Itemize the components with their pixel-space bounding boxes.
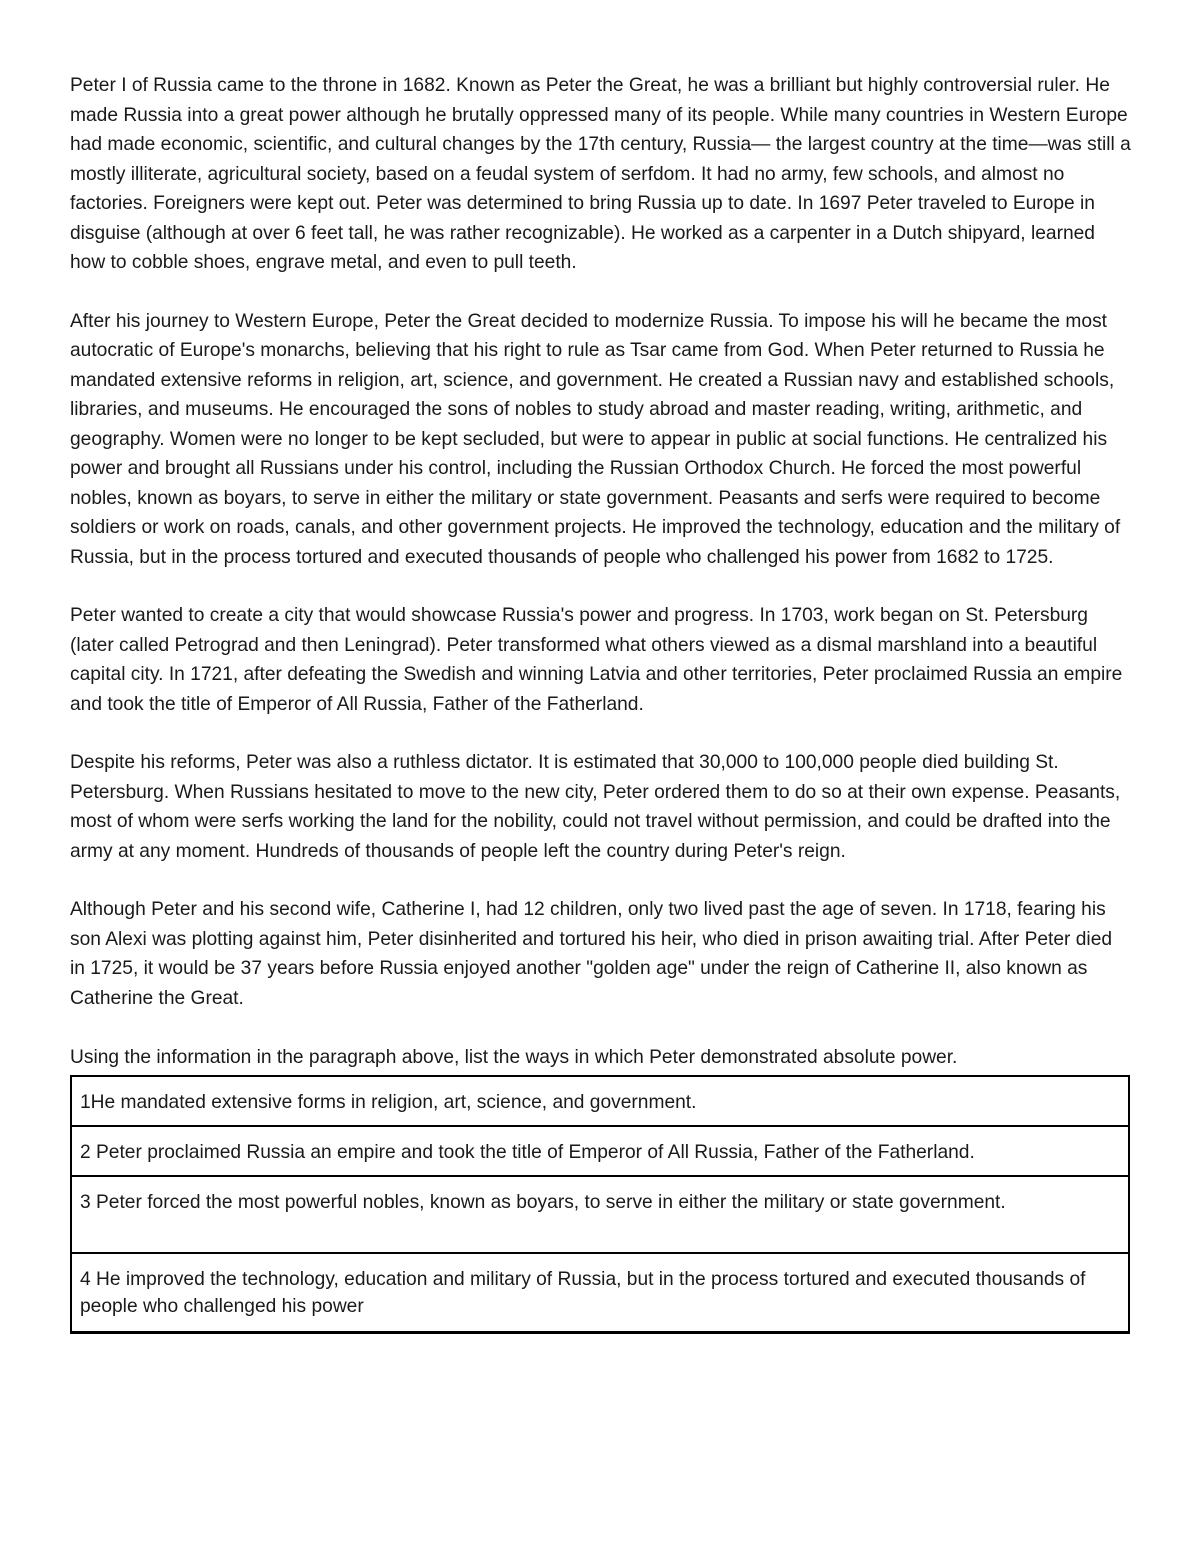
paragraph-reforms: After his journey to Western Europe, Peter the Great decided to modernize Russia. To impose his will he became the most autocratic of Europe's monarchs, believing that his right to rule as Tsar came from God. When Peter returned to Russia he mandated extensive reforms in religion, art, science, and government. He created a Russian navy and established schools, libraries, and museums. He encouraged the sons of nobles to study abroad and master reading, writing, arithmetic, and geography. Women were no longer to be kept secluded, but were to appear in public at social functions. He centralized his power and brought all Russians under his control, including the Russian Orthodox Church. He forced the most powerful nobles, known as boyars, to serve in either the military or state government. Peasants and serfs were required to become soldiers or work on roads, canals, and other government projects. He improved the technology, education and the military of Russia, but in the process tortured and executed thousands of people who challenged his power from 1682 to 1725. <box>70 310 1121 568</box>
paragraph-dictator: Despite his reforms, Peter was also a ruthless dictator. It is estimated that 30,000 to 100,000 people died building St. Petersburg. When Russians hesitated to move to the new city, Peter ordered them to do so at their own expense. Peasants, most of whom were serfs working the land for the nobility, could not travel without permission, and could be drafted into the army at any moment. Hundreds of thousands of people left the country during Peter's reign. <box>70 752 1121 862</box>
paragraph-intro: Peter I of Russia came to the throne in 1682. Known as Peter the Great, he was a brilliant but highly controversial ruler. He made Russia into a great power although he brutally oppressed many of its people. While many countries in Western Europe had made economic, scientific, and cultural changes by the 17th century, Russia— the largest country at the time—was still a mostly illiterate, agricultural society, based on a feudal system of serfdom. It had no army, few schools, and almost no factories. Foreigners were kept out. Peter was determined to bring Russia up to date. In 1697 Peter traveled to Europe in disguise (although at over 6 feet tall, he was rather recognizable). He worked as a carpenter in a Dutch shipyard, learned how to cobble shoes, engrave metal, and even to pull teeth. <box>70 75 1131 273</box>
question-prompt: Using the information in the paragraph above, list the ways in which Peter demonstrated absolute power. <box>70 1047 958 1068</box>
paragraph-st-petersburg: Peter wanted to create a city that would showcase Russia's power and progress. In 1703, work began on St. Petersburg (later called Petrograd and then Leningrad). Peter transformed what others viewed as a dismal marshland into a beautiful capital city. In 1721, after defeating the Swedish and winning Latvia and other territories, Peter proclaimed Russia an empire and took the title of Emperor of All Russia, Father of the Fatherland. <box>70 605 1123 715</box>
document-page <box>70 71 1132 1334</box>
paragraph-family: Although Peter and his second wife, Catherine I, had 12 children, only two lived past the age of seven. In 1718, fearing his son Alexi was plotting against him, Peter disinherited and tortured his heir, who died in prison awaiting trial. After Peter died in 1725, it would be 37 years before Russia enjoyed another "golden age" under the reign of Catherine II, also known as Catherine the Great. <box>70 899 1113 1009</box>
answer-table <box>70 1075 1130 1334</box>
answer-row-4[interactable]: 4 He improved the technology, education and military of Russia, but in the process tortured and executed thousands of people who challenged his power <box>80 1268 1086 1317</box>
answer-row-1[interactable]: 1He mandated extensive forms in religion, art, science, and government. <box>72 1077 1128 1127</box>
answer-row-3[interactable]: 3 Peter forced the most powerful nobles, known as boyars, to serve in either the military or state government. <box>72 1177 1128 1254</box>
answer-row-2[interactable]: 2 Peter proclaimed Russia an empire and took the title of Emperor of All Russia, Father of the Fatherland. <box>72 1127 1128 1177</box>
